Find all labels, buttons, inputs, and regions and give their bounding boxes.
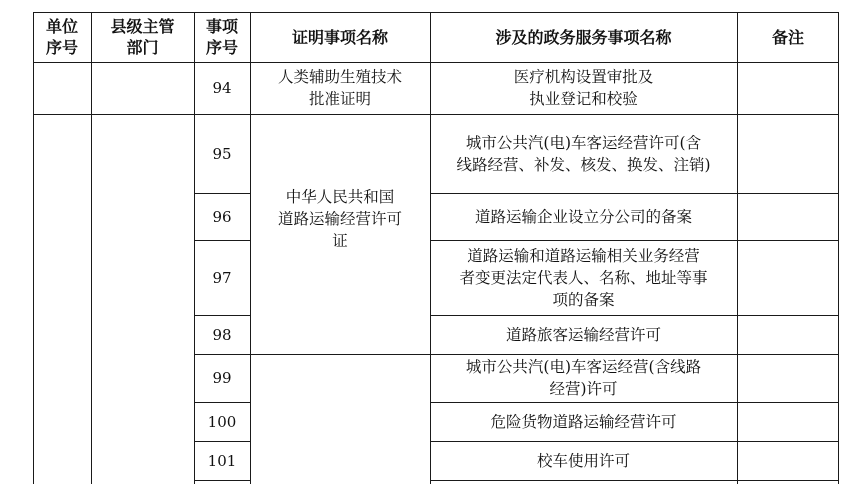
grid-line <box>430 402 839 403</box>
service-name-100: 危险货物道路运输经营许可 <box>490 412 677 431</box>
grid-line <box>250 12 251 484</box>
grid-line <box>91 12 92 484</box>
cert-name-95-98: 中华人民共和国 道路运输经营许可 证 <box>277 188 402 250</box>
grid-line <box>194 193 250 194</box>
grid-line <box>194 240 250 241</box>
grid-line <box>33 12 839 13</box>
header-remark: 备注 <box>771 27 804 47</box>
item-no-98: 98 <box>212 325 232 344</box>
grid-line <box>838 12 839 484</box>
service-name-95: 城市公共汽(电)车客运经营许可(含 线路经营、补发、核发、换发、注销) <box>456 133 711 174</box>
cert-name-94: 人类辅助生殖技术 批准证明 <box>277 68 402 108</box>
grid-line <box>194 315 250 316</box>
service-name-97: 道路运输和道路运输相关业务经营 者变更法定代表人、名称、地址等事 项的备案 <box>459 246 708 309</box>
grid-line <box>430 480 839 481</box>
grid-line <box>33 114 839 115</box>
header-item-no: 事项 序号 <box>205 17 238 57</box>
item-no-96: 96 <box>212 207 232 226</box>
header-service-name: 涉及的政务服务事项名称 <box>495 27 672 47</box>
item-no-95: 95 <box>212 144 232 163</box>
header-cert-name: 证明事项名称 <box>291 27 388 47</box>
item-no-94: 94 <box>212 79 232 97</box>
grid-line <box>430 441 839 442</box>
grid-line <box>194 354 839 355</box>
service-name-99: 城市公共汽(电)车客运经营(含线路 经营)许可 <box>465 358 702 398</box>
grid-line <box>430 240 839 241</box>
grid-line <box>194 441 250 442</box>
item-no-101: 101 <box>207 451 237 470</box>
service-name-98: 道路旅客运输经营许可 <box>505 325 661 344</box>
grid-line <box>194 12 195 484</box>
service-name-96: 道路运输企业设立分公司的备案 <box>474 207 692 226</box>
item-no-100: 100 <box>207 412 237 431</box>
item-no-99: 99 <box>212 369 232 387</box>
service-name-94: 医疗机构设置审批及 执业登记和校验 <box>513 68 654 108</box>
grid-line <box>33 12 34 484</box>
grid-line <box>430 315 839 316</box>
grid-line <box>194 480 250 481</box>
header-unit-no: 单位 序号 <box>45 17 78 57</box>
grid-line <box>194 402 250 403</box>
item-no-97: 97 <box>212 268 232 287</box>
grid-line <box>737 12 738 484</box>
header-dept: 县级主管 部门 <box>110 17 175 57</box>
grid-line <box>430 12 431 484</box>
service-name-101: 校车使用许可 <box>536 451 630 470</box>
grid-line <box>33 62 839 63</box>
grid-line <box>430 193 839 194</box>
